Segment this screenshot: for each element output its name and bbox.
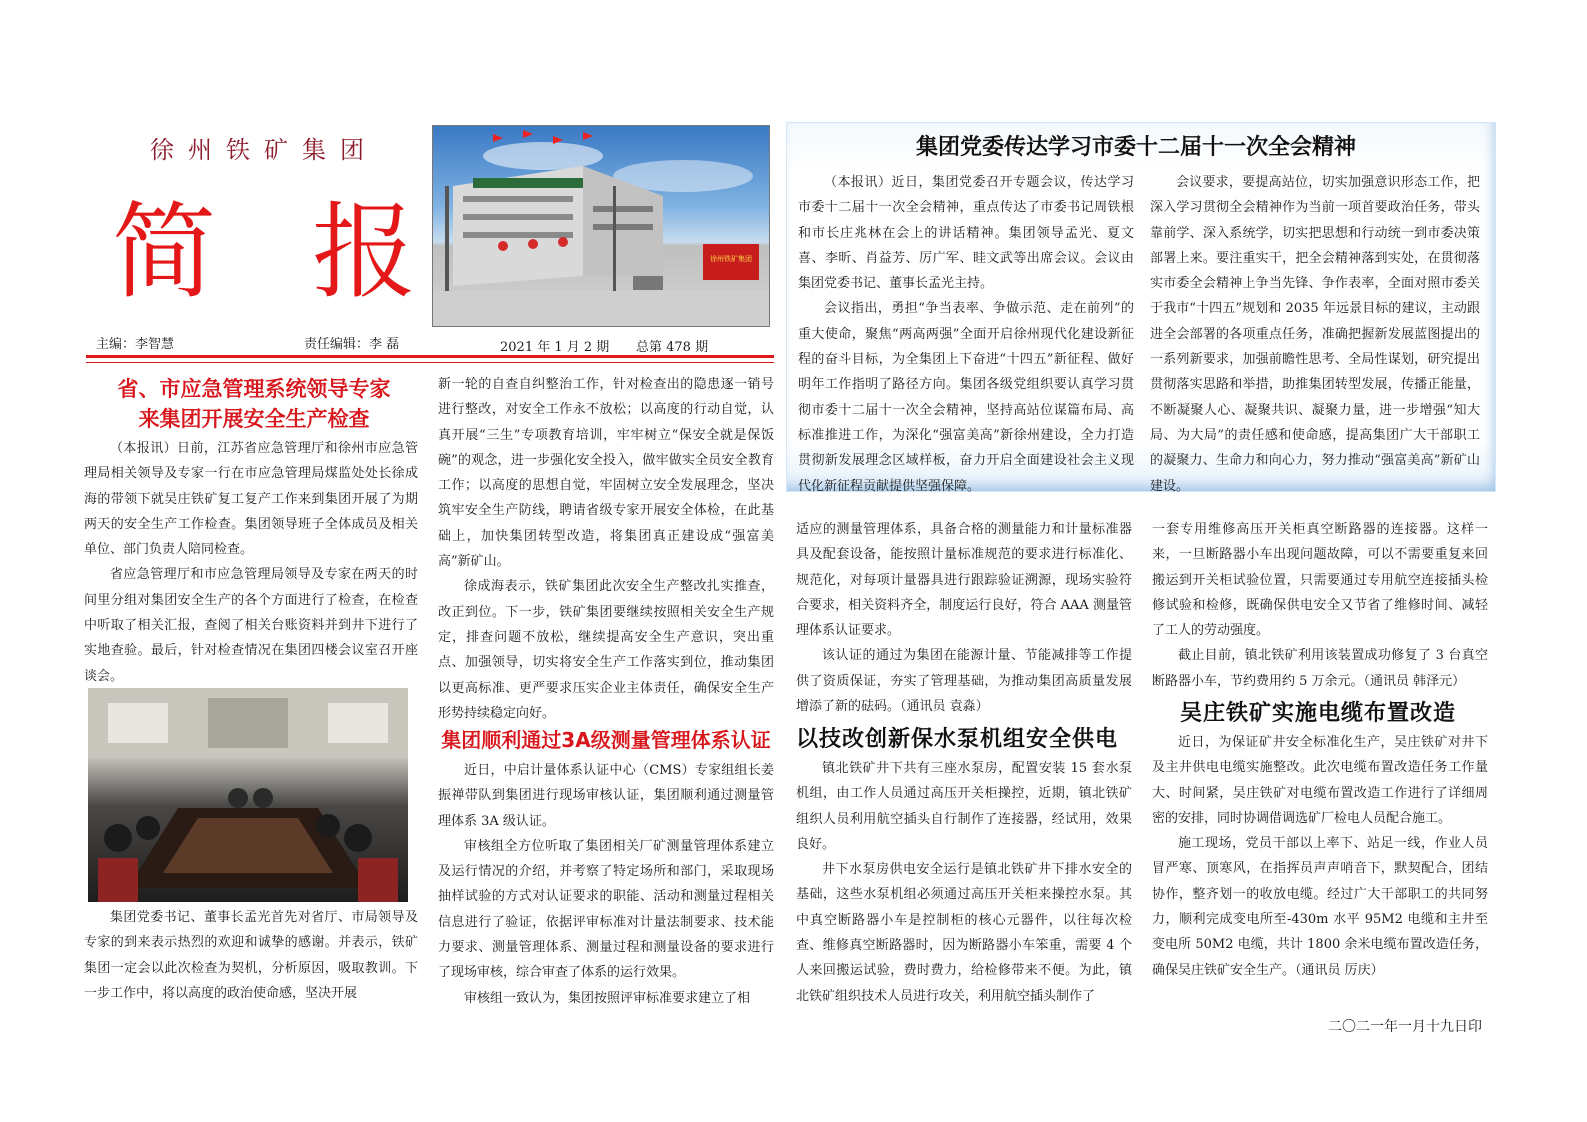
article3-paragraph: （本报讯）近日，集团党委召开专题会议，传达学习市委十二届十一次全会精神，重点传达了市委书记周铁根和市长庄兆林在会上的讲话精神。集团领导孟光、夏文喜、李昕、肖益芳、厉广军、眭文武等出席会议。会议由集团党委书记、董事长孟光主持。 — [798, 175, 1134, 292]
article2-paragraph: 审核组一致认为，集团按照评审标准要求建立了相 — [464, 990, 751, 1006]
article5-title: 吴庄铁矿实施电缆布置改造 — [1180, 701, 1457, 726]
article3-paragraph: 会议指出，勇担“争当表率、争做示范、走在前列”的重大使命，聚焦“两高两强”全面开启徐州现代化建设新征程的奋斗目标，为全集团上下奋进“十四五”新征程、做好明年工作指明了路径方向。集团各级党组织要认真学习贯彻市委十二届十一次全会精神，坚持高站位谋篇布局、高标准推进工作，为深化“强富美高”新徐州建设，全力打造贯彻新发展理念区域样板，奋力开启全面建设社会主义现代化新征程贡献提供坚强保障。 — [798, 301, 1134, 494]
building-photo — [432, 125, 770, 327]
article1-paragraph: 徐成海表示，铁矿集团此次安全生产整改扎实推查，改正到位。下一步，铁矿集团要继续按照相关安全生产规定，排查问题不放松，继续提高安全生产意识，突出重点、加强领导，切实将安全生产工作落实到位，推动集团以更高标准、更严要求压实企业主体责任，确保安全生产形势持续稳定向好。 — [438, 579, 774, 721]
duty-editor: 责任编辑：李 磊 — [304, 337, 400, 352]
article1-paragraph: 集团党委书记、董事长孟光首先对省厅、市局领导及专家的到来表示热烈的欢迎和诚挚的感谢。并表示，铁矿集团一定会以此次检查为契机，分析原因，吸取教训。下一步工作中，将以高度的政治使命感，坚决开展 — [84, 910, 418, 1001]
article4-body-col1 — [796, 756, 1132, 1009]
article1-paragraph: 省应急管理厅和市应急管理局领导及专家在两天的时间里分组对集团安全生产的各个方面进行了检查，在检查中听取了相关汇报，查阅了相关台账资料并到井下进行了实地查验。最后，针对检查情况在集团四楼会议室召开座谈会。 — [84, 567, 418, 684]
article2-paragraph: 审核组全方位听取了集团相关厂矿测量管理体系建立及运行情况的介绍，并考察了特定场所和部门，采取现场抽样试验的方式对认证要求的职能、活动和测量过程相关信息进行了验证，依据评审标准对计量法制要求、技术能力要求、测量管理体系、测量过程和测量设备的要求进行了现场审核，综合审查了体系的运行效果。 — [438, 838, 774, 981]
masthead-rule-thick — [86, 355, 774, 358]
article3-title: 集团党委传达学习市委十二届十一次全会精神 — [915, 134, 1356, 160]
article5-paragraph: 近日，为保证矿井安全标准化生产，吴庄铁矿对井下及主井供电电缆实施整改。此次电缆布置改造任务工作量大、时间紧，吴庄铁矿对电缆布置改造工作进行了详细周密的安排，同时协调借调选矿厂检电人员配合施工。 — [1152, 735, 1488, 826]
issue-date: 2021 年 1 月 2 期 — [500, 340, 610, 355]
article2-title: 集团顺利通过3A级测量管理体系认证 — [441, 728, 771, 752]
masthead-title-bao: 报 — [312, 191, 417, 313]
masthead-rule-thin — [86, 362, 774, 363]
article3-body-col1 — [798, 170, 1134, 499]
article4-paragraph: 井下水泵房供电安全运行是镇北铁矿井下排水安全的基础，这些水泵机组必须通过高压开关柜来操控水泵。其中真空断路器小车是控制柜的核心元器件，以往每次检查、维修真空断路器时，因为断路器小车笨重，需要 4 个人来回搬运试验，费时费力，给检修带来不便。为此，镇北铁矿组织技术人员进行攻关，利用航空插头制作了 — [796, 862, 1132, 1004]
article1-title — [94, 374, 414, 434]
building-photo-illustration — [433, 126, 769, 326]
article1-paragraph: 新一轮的自查自纠整治工作，针对检查出的隐患逐一销号进行整改，对安全工作永不放松；以高度的行动自觉，认真开展“三生”专项教育培训，牢牢树立“保安全就是保饭碗”的观念，进一步强化安全投入，做牢做实全员安全教育工作；以高度的思想自觉，牢固树立安全发展理念，坚决筑牢安全生产防线，聘请省级专家开展安全体检，在此基础上，加快集团转型改造，将集团真正建设成“强富美高”新矿山。 — [438, 377, 774, 570]
article4-title: 以技改创新保水泵机组安全供电 — [796, 727, 1119, 752]
issue-number: 总第 478 期 — [636, 340, 709, 355]
article2-paragraph: 近日，中启计量体系认证中心（CMS）专家组组长姜振禅带队到集团进行现场审核认证，集团顺利通过测量管理体系 3A 级认证。 — [438, 763, 774, 829]
org-name: 徐州铁矿集团 — [150, 136, 378, 164]
meeting-photo-illustration — [88, 688, 408, 902]
article1-body-col2 — [438, 372, 774, 726]
article2-body-col1 — [438, 758, 774, 1011]
building-banner-text: 徐州铁矿集团 — [710, 255, 752, 263]
article3-body-col2 — [1150, 170, 1480, 499]
article4-paragraph: 镇北铁矿井下共有三座水泵房，配置安装 15 套水泵机组，由工作人员通过高压开关柜操控，近期，镇北铁矿组织人员利用航空插头自行制作了连接器，经试用，效果良好。 — [796, 761, 1132, 852]
article5-body — [1152, 730, 1488, 983]
print-date: 二〇二一年一月十九日印 — [1328, 1019, 1482, 1035]
article1-paragraph: （本报讯）日前，江苏省应急管理厅和徐州市应急管理局相关领导及专家一行在市应急管理局煤监处处长徐成海的带领下就吴庄铁矿复工复产工作来到集团开展了为期两天的安全生产工作检查。集团领导班子全体成员及相关单位、部门负责人陪同检查。 — [84, 441, 418, 558]
article2-paragraph: 适应的测量管理体系，具备合格的测量能力和计量标准器具及配套设备，能按照计量标准规范的要求进行标准化、规范化，对每项计量器具进行跟踪验证溯源，现场实验符合要求，相关资料齐全，制度运行良好，符合 AAA 测量管理体系认证要求。 — [796, 522, 1132, 639]
masthead-title-jian: 简 — [112, 191, 217, 313]
article4-body-col2 — [1152, 517, 1488, 694]
article3-paragraph: 会议要求，要提高站位，切实加强意识形态工作，把深入学习贯彻全会精神作为当前一项首要政治任务，带头靠前学、深入系统学，切实把思想和行动统一到市委决策部署上来。要注重实干，把全会精神落到实处，在贯彻落实市委全会精神上争当先锋、争作表率，全面对照市委关于我市“十四五”规划和 2035 年远景目标的建议，主动跟进全会部署的各项重点任务，准确把握新发展蓝图提出的一系列新要求，加强前瞻性思考、全局性谋划，研究提出贯彻落实思路和举措，助推集团转型发展，传播正能量，不断凝聚人心、凝聚共识、凝聚力量，进一步增强“知大局、为大局”的责任感和使命感，提高集团广大干部职工的凝聚力、生命力和向心力，努力推动“强富美高”新矿山建设。 — [1150, 175, 1480, 494]
chief-editor: 主编：李智慧 — [96, 337, 175, 352]
article1-body-col1b — [84, 905, 418, 1006]
article4-paragraph: 截止目前，镇北铁矿利用该装置成功修复了 3 台真空断路器小车，节约费用约 5 万余元。（通讯员 韩泽元） — [1152, 648, 1488, 689]
article5-paragraph: 施工现场，党员干部以上率下、站足一线，作业人员冒严寒、顶寒风，在指挥员声声哨音下，默契配合，团结协作，整齐划一的收放电缆。经过广大干部职工的共同努力，顺利完成变电所至-430m 水平 95M2 电缆和主井至变电所 50M2 电缆，共计 1800 余米电缆布置改造任务，确保吴庄铁矿安全生产。（通讯员 厉庆） — [1152, 836, 1488, 978]
article4-paragraph: 一套专用维修高压开关柜真空断路器的连接器。这样一来，一旦断路器小车出现问题故障，可以不需要重复来回搬运到开关柜试验位置，只需要通过专用航空连接插头检修试验和检修，既确保供电安全又节省了维修时间、减轻了工人的劳动强度。 — [1152, 522, 1488, 639]
article1-body-col1 — [84, 436, 418, 689]
article2-body-col2 — [796, 517, 1132, 719]
article2-paragraph: 该认证的通过为集团在能源计量、节能减排等工作提供了资质保证，夯实了管理基础，为推动集团高质量发展增添了新的砝码。（通讯员 袁淼） — [796, 648, 1132, 715]
article1-title-line2: 来集团开展安全生产检查 — [138, 406, 370, 431]
meeting-photo — [88, 688, 408, 902]
article1-title-line1: 省、市应急管理系统领导专家 — [117, 376, 391, 401]
